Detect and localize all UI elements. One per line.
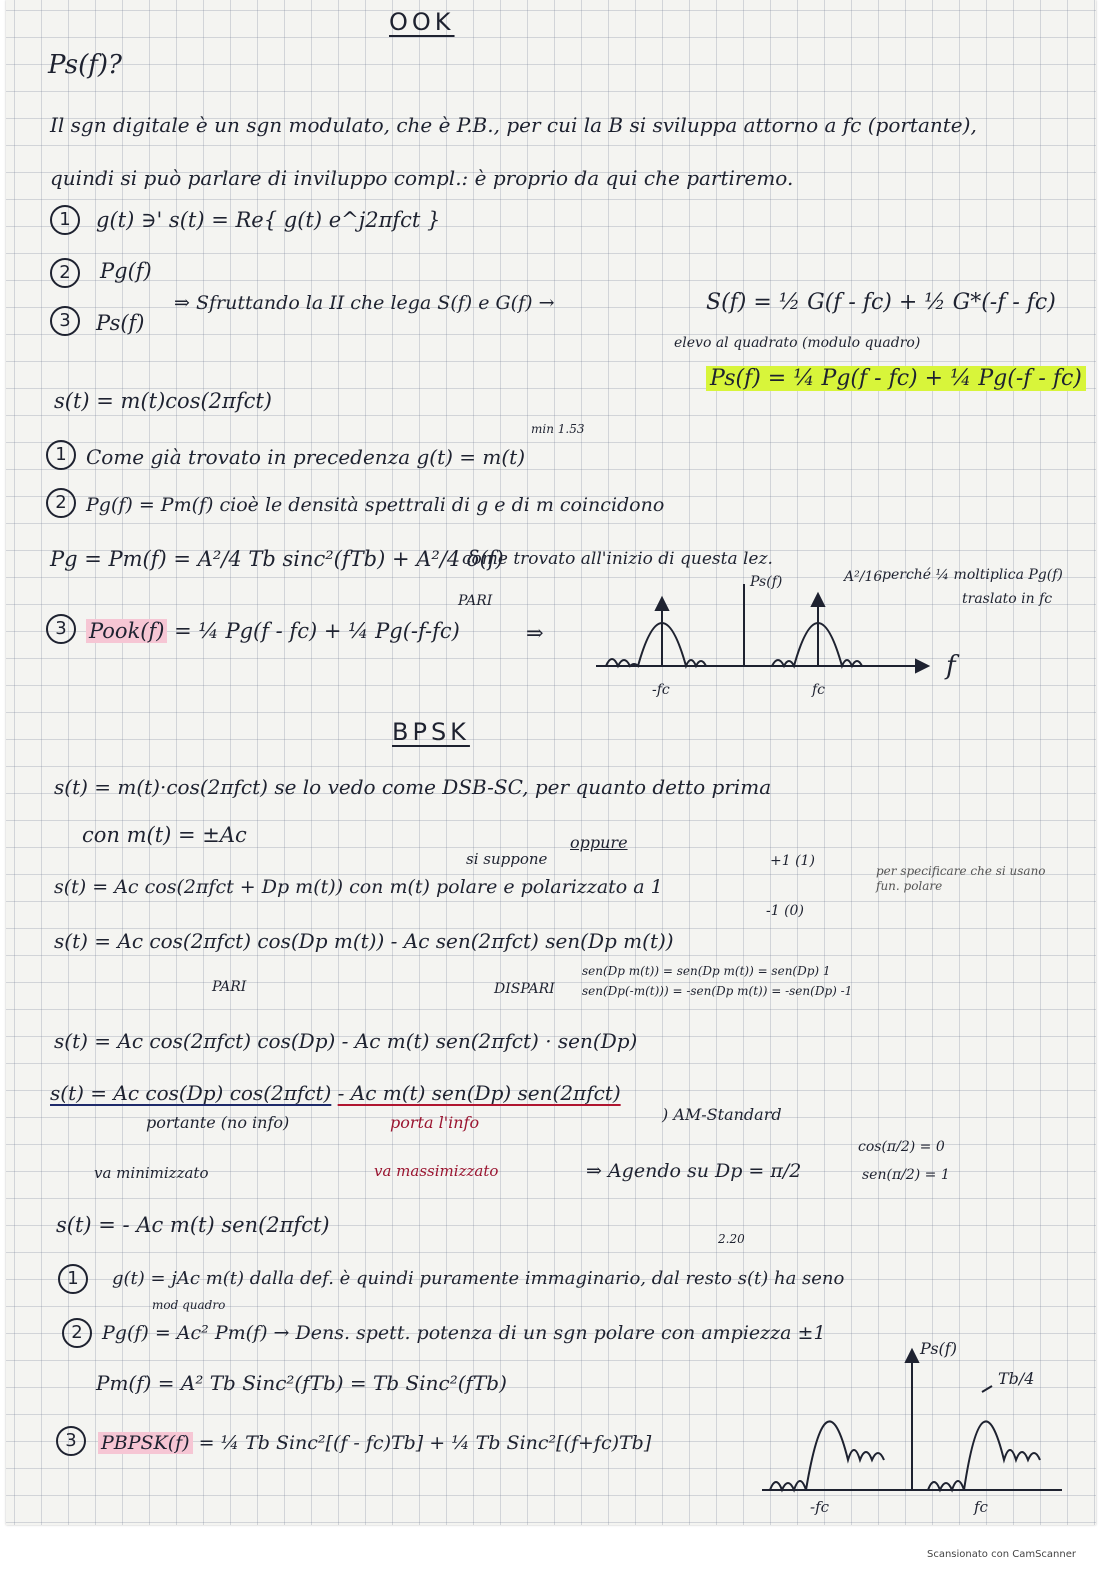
- bpsk-oppure: oppure: [570, 833, 628, 852]
- intro-line-2: quindi si può parlare di inviluppo compl.: è proprio da qui che partiremo.: [50, 166, 794, 190]
- bpsk-line-6: s(t) = Ac cos(2πfct) cos(Dp) - Ac m(t) sen(2πfct) · sen(Dp): [54, 1029, 638, 1053]
- point-number-2: 2: [46, 488, 76, 518]
- bpsk-mod-note: mod quadro: [152, 1298, 226, 1312]
- bpsk-pbpsk-expression: = ¼ Tb Sinc²[(f - fc)Tb] + ¼ Tb Sinc²[(f+fc)Tb]: [198, 1432, 652, 1454]
- bpsk-plot-neg-fc: -fc: [810, 1498, 830, 1516]
- bpsk-time-note: 2.20: [718, 1232, 745, 1246]
- bpsk-plot-pos-fc: fc: [974, 1498, 988, 1516]
- step-1: g(t) ∋' s(t) = Re{ g(t) e^j2πfct }: [96, 208, 441, 232]
- intro-line-1: Il sgn digitale è un sgn modulato, che è P.B., per cui la B si sviluppa attorno a fc (portante),: [50, 113, 977, 137]
- point-number-1: 1: [46, 440, 76, 470]
- step-number-3: 3: [50, 306, 80, 336]
- bpsk-pari: PARI: [212, 979, 247, 995]
- bpsk-line-4: s(t) = Ac cos(2πfct + Dp m(t)) con m(t) polare e polarizzato a 1: [54, 876, 663, 898]
- bpsk-heading: BPSK: [392, 718, 470, 746]
- step-number-1: 1: [50, 205, 80, 235]
- bpsk-portante: portante (no info): [146, 1113, 290, 1132]
- pook-formula: [86, 618, 460, 644]
- bpsk-massimizzato: va massimizzato: [374, 1162, 499, 1180]
- sf-formula: S(f) = ½ G(f - fc) + ½ G*(-f - fc): [706, 290, 1056, 315]
- question: Ps(f)?: [48, 50, 122, 80]
- point-1: Come già trovato in precedenza g(t) = m(t): [86, 445, 526, 469]
- bpsk-sen-2: sen(Dp(-m(t))) = -sen(Dp m(t)) = -sen(Dp) -1: [582, 984, 853, 998]
- bpsk-pbpsk-label: PBPSK(f): [98, 1432, 193, 1454]
- bpsk-line-7-info: - Ac m(t) sen(Dp) sen(2πfct): [337, 1081, 621, 1105]
- bpsk-lobe-pos: [928, 1421, 1040, 1490]
- pg-note: come trovato all'inizio di questa lez.: [462, 549, 773, 569]
- bpsk-line-2: con m(t) = ±Ac: [82, 823, 247, 847]
- ook-plot-note-2: perché ¼ moltiplica Pg(f): [882, 567, 1063, 583]
- ook-heading: OOK: [389, 8, 455, 36]
- bpsk-point-1: g(t) = jAc m(t) dalla def. è quindi puramente immaginario, dal resto s(t) ha seno: [112, 1268, 845, 1289]
- bpsk-point-2: Pg(f) = Ac² Pm(f) → Dens. spett. potenza di un sgn polare con ampiezza ±1: [102, 1322, 826, 1344]
- bpsk-point-number-3: 3: [56, 1426, 86, 1456]
- ook-plot-pos-fc: fc: [812, 682, 826, 698]
- notebook-page: [6, 0, 1096, 1525]
- min-note: min 1.53: [531, 422, 585, 436]
- bpsk-porta-info: porta l'info: [390, 1113, 480, 1132]
- bpsk-sen-case: sen(π/2) = 1: [862, 1167, 950, 1183]
- bpsk-sen-1: sen(Dp m(t)) = sen(Dp m(t)) = sen(Dp) 1: [582, 964, 831, 978]
- step-2: Pg(f): [100, 259, 152, 283]
- bpsk-line-7-carrier: s(t) = Ac cos(Dp) cos(2πfct): [50, 1081, 332, 1105]
- ook-plot-xlabel: f: [946, 651, 956, 681]
- ook-plot-neg-fc: -fc: [652, 682, 670, 698]
- step-3: Ps(f): [96, 311, 145, 335]
- bpsk-minimizzato: va minimizzato: [94, 1164, 209, 1182]
- ook-plot-note-3: traslato in fc: [962, 591, 1053, 607]
- step-number-2: 2: [50, 258, 80, 288]
- pari-note: PARI: [458, 593, 493, 609]
- bpsk-side-note: per specificare che si usano fun. polare: [876, 864, 1046, 893]
- scanner-footer: Scansionato con CamScanner: [927, 1549, 1076, 1560]
- bpsk-suppose: si suppone: [466, 850, 548, 868]
- bpsk-line-1: s(t) = m(t)·cos(2πfct) se lo vedo come DSB-SC, per quanto detto prima: [54, 775, 772, 799]
- ps-formula-highlight: Ps(f) = ¼ Pg(f - fc) + ¼ Pg(-f - fc): [706, 366, 1086, 391]
- pook-label: Pook(f): [86, 619, 167, 643]
- ook-lobe-neg: [606, 623, 706, 666]
- bpsk-plot-ylabel: Ps(f): [920, 1339, 957, 1358]
- bpsk-am-standard: ) AM-Standard: [662, 1105, 782, 1124]
- bpsk-line-5: s(t) = Ac cos(2πfct) cos(Dp m(t)) - Ac sen(2πfct) sen(Dp m(t)): [54, 929, 674, 953]
- bpsk-plot-peak: Tb/4: [998, 1369, 1035, 1388]
- pook-expression: = ¼ Pg(f - fc) + ¼ Pg(-f-fc): [174, 619, 460, 643]
- bpsk-spectrum-plot: [762, 1330, 1082, 1520]
- sf-note: elevo al quadrato (modulo quadro): [674, 335, 921, 351]
- bpsk-cos-case: cos(π/2) = 0: [858, 1139, 945, 1155]
- bpsk-case-1: +1 (1): [770, 853, 815, 869]
- step-3-text: ⇒ Sfruttando la II che lega S(f) e G(f) →: [174, 292, 555, 314]
- bpsk-line-8: s(t) = - Ac m(t) sen(2πfct): [56, 1213, 330, 1237]
- bpsk-point-number-2: 2: [62, 1318, 92, 1348]
- bpsk-lobe-neg: [770, 1421, 884, 1490]
- point-2: Pg(f) = Pm(f) cioè le densità spettrali di g e di m coincidono: [86, 494, 665, 516]
- bpsk-case-2: -1 (0): [766, 903, 804, 919]
- bpsk-line-7: [50, 1080, 621, 1106]
- bpsk-point-number-1: 1: [58, 1264, 88, 1294]
- st-definition: s(t) = m(t)cos(2πfct): [54, 389, 272, 413]
- ook-spectrum-plot: [596, 570, 976, 700]
- ps-formula: [706, 366, 1086, 392]
- pg-formula: Pg = Pm(f) = A²/4 Tb sinc²(fTb) + A²/4 δ(f): [50, 547, 504, 571]
- ook-plot-note-1: A²/16: [844, 569, 883, 585]
- bpsk-pm: Pm(f) = A² Tb Sinc²(fTb) = Tb Sinc²(fTb): [96, 1371, 507, 1395]
- point-number-3: 3: [46, 614, 76, 644]
- ook-plot-ylabel: Ps(f): [750, 574, 783, 590]
- ook-arrow: ⇒: [526, 621, 544, 645]
- bpsk-dispari: DISPARI: [494, 981, 555, 997]
- bpsk-agendo: ⇒ Agendo su Dp = π/2: [586, 1160, 802, 1182]
- bpsk-pbpsk-formula: [98, 1430, 651, 1456]
